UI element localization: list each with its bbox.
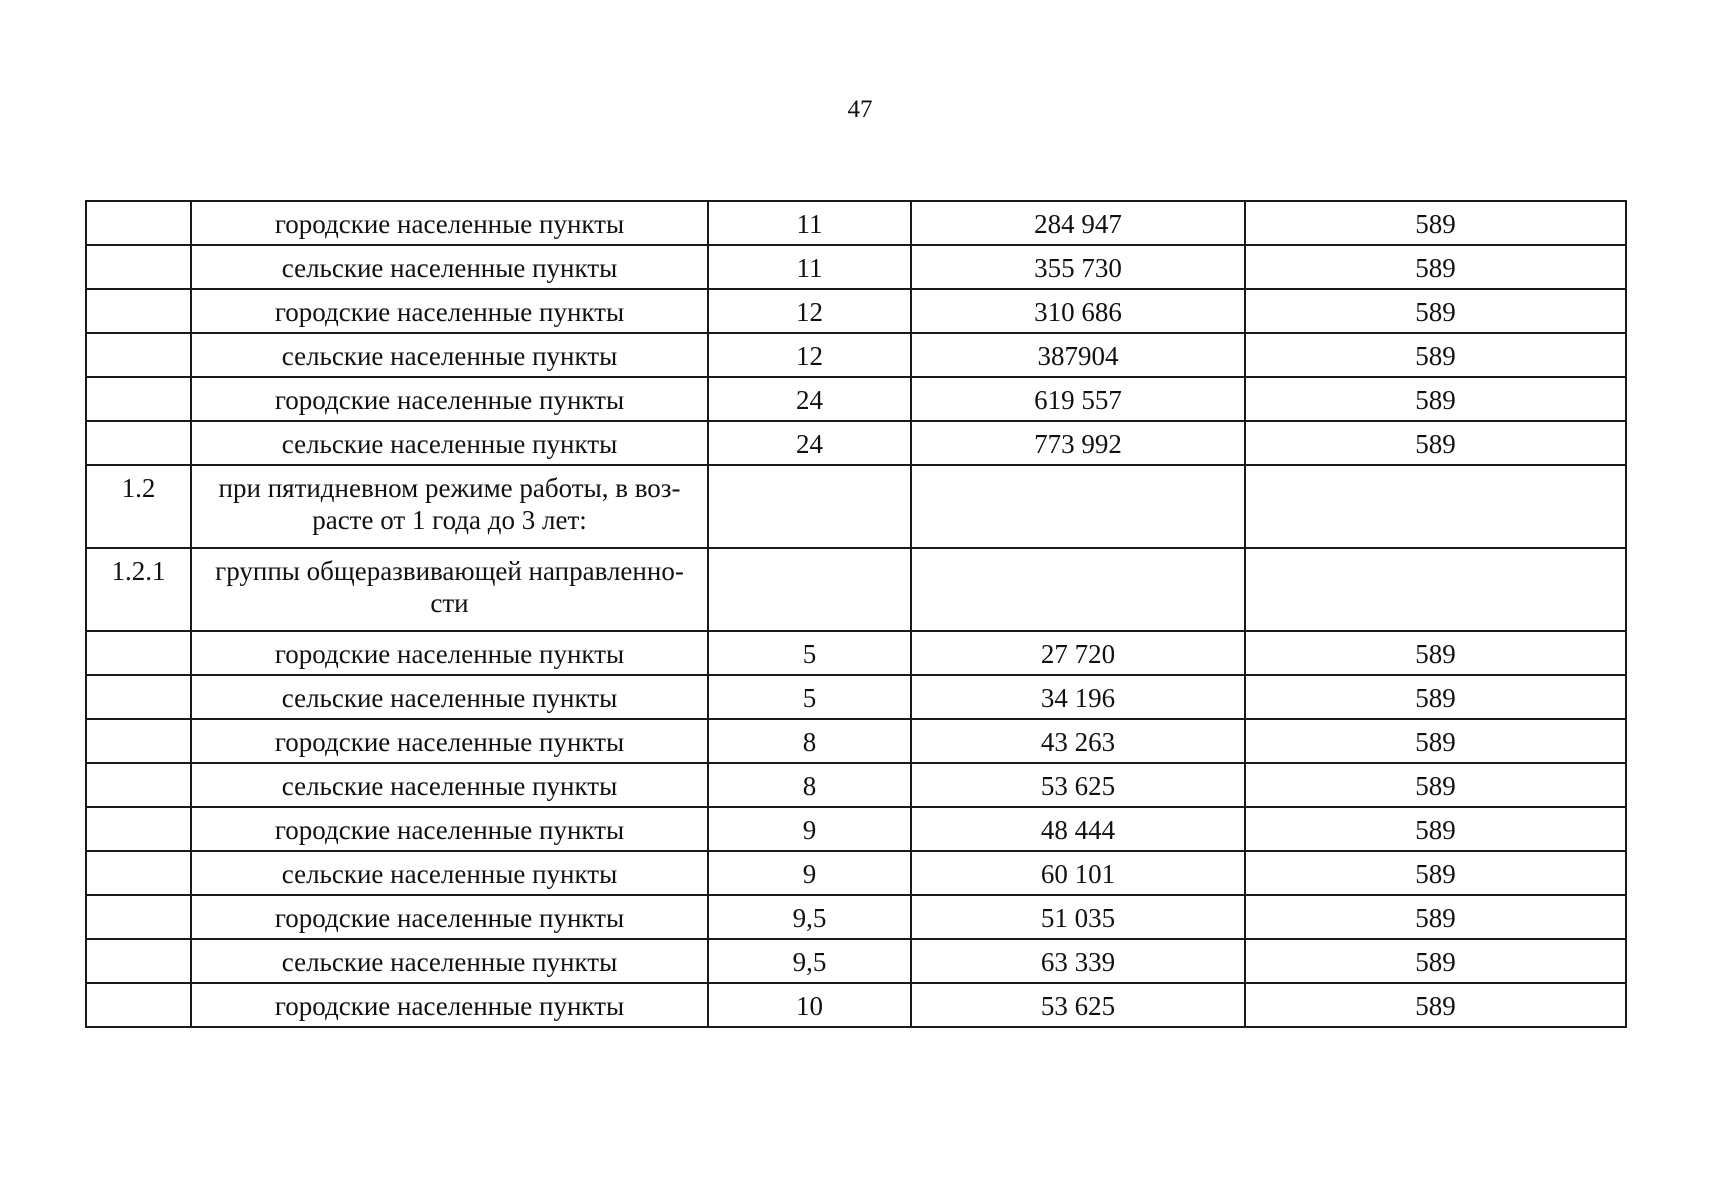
table-row-section xyxy=(86,465,1626,548)
row-code: 1.2 xyxy=(86,465,191,548)
row-price: 589 xyxy=(1245,675,1626,719)
row-cost: 310 686 xyxy=(911,289,1245,333)
row-cost: 34 196 xyxy=(911,675,1245,719)
row-hours: 10 xyxy=(708,983,911,1027)
row-hours: 9,5 xyxy=(708,895,911,939)
row-code xyxy=(86,631,191,675)
row-description: городские населенные пункты xyxy=(191,289,708,333)
row-hours xyxy=(708,548,911,631)
row-code xyxy=(86,983,191,1027)
row-code xyxy=(86,763,191,807)
row-price xyxy=(1245,465,1626,548)
row-code xyxy=(86,807,191,851)
row-hours: 11 xyxy=(708,245,911,289)
row-code xyxy=(86,939,191,983)
row-price xyxy=(1245,548,1626,631)
row-hours: 12 xyxy=(708,289,911,333)
table-row xyxy=(86,289,1626,333)
row-hours: 9 xyxy=(708,807,911,851)
row-price: 589 xyxy=(1245,895,1626,939)
row-cost: 27 720 xyxy=(911,631,1245,675)
row-cost xyxy=(911,548,1245,631)
row-price: 589 xyxy=(1245,421,1626,465)
row-description: сельские населенные пункты xyxy=(191,851,708,895)
row-code: 1.2.1 xyxy=(86,548,191,631)
row-code xyxy=(86,675,191,719)
row-hours: 24 xyxy=(708,377,911,421)
row-description: при пятидневном режиме работы, в воз-раcте от 1 года до 3 лет: xyxy=(191,465,708,548)
row-description: сельские населенные пункты xyxy=(191,939,708,983)
row-code xyxy=(86,245,191,289)
row-cost: 53 625 xyxy=(911,763,1245,807)
row-hours: 24 xyxy=(708,421,911,465)
page-number: 47 xyxy=(847,96,873,123)
row-cost: 60 101 xyxy=(911,851,1245,895)
row-cost: 284 947 xyxy=(911,201,1245,245)
row-hours: 12 xyxy=(708,333,911,377)
row-hours: 8 xyxy=(708,763,911,807)
row-description: сельские населенные пункты xyxy=(191,245,708,289)
row-cost: 355 730 xyxy=(911,245,1245,289)
row-code xyxy=(86,289,191,333)
table-row xyxy=(86,895,1626,939)
row-price: 589 xyxy=(1245,983,1626,1027)
row-price: 589 xyxy=(1245,289,1626,333)
table-row-section xyxy=(86,548,1626,631)
table-row xyxy=(86,763,1626,807)
row-description: сельские населенные пункты xyxy=(191,763,708,807)
row-description: сельские населенные пункты xyxy=(191,675,708,719)
row-price: 589 xyxy=(1245,719,1626,763)
row-code xyxy=(86,377,191,421)
row-price: 589 xyxy=(1245,201,1626,245)
row-hours: 5 xyxy=(708,631,911,675)
row-cost xyxy=(911,465,1245,548)
row-hours: 8 xyxy=(708,719,911,763)
row-cost: 53 625 xyxy=(911,983,1245,1027)
row-code xyxy=(86,333,191,377)
row-price: 589 xyxy=(1245,245,1626,289)
row-code xyxy=(86,421,191,465)
row-description: сельские населенные пункты xyxy=(191,421,708,465)
row-cost: 63 339 xyxy=(911,939,1245,983)
row-code xyxy=(86,895,191,939)
row-description: городские населенные пункты xyxy=(191,895,708,939)
row-description: городские населенные пункты xyxy=(191,631,708,675)
table-row xyxy=(86,245,1626,289)
table-row xyxy=(86,719,1626,763)
row-price: 589 xyxy=(1245,377,1626,421)
table-row xyxy=(86,807,1626,851)
row-hours: 5 xyxy=(708,675,911,719)
row-hours: 9 xyxy=(708,851,911,895)
row-price: 589 xyxy=(1245,807,1626,851)
table-row xyxy=(86,377,1626,421)
table-row xyxy=(86,333,1626,377)
table-row xyxy=(86,939,1626,983)
row-description: городские населенные пункты xyxy=(191,719,708,763)
row-cost: 48 444 xyxy=(911,807,1245,851)
row-description: городские населенные пункты xyxy=(191,983,708,1027)
row-code xyxy=(86,851,191,895)
table-row xyxy=(86,631,1626,675)
row-cost: 773 992 xyxy=(911,421,1245,465)
table-row xyxy=(86,675,1626,719)
row-hours: 9,5 xyxy=(708,939,911,983)
row-price: 589 xyxy=(1245,631,1626,675)
row-price: 589 xyxy=(1245,763,1626,807)
row-cost: 387904 xyxy=(911,333,1245,377)
row-description: городские населенные пункты xyxy=(191,377,708,421)
row-description: группы общеразвивающей направленно-сти xyxy=(191,548,708,631)
table-row xyxy=(86,201,1626,245)
row-hours xyxy=(708,465,911,548)
table-row xyxy=(86,983,1626,1027)
row-description: сельские населенные пункты xyxy=(191,333,708,377)
row-cost: 43 263 xyxy=(911,719,1245,763)
row-hours: 11 xyxy=(708,201,911,245)
row-price: 589 xyxy=(1245,851,1626,895)
row-code xyxy=(86,719,191,763)
row-cost: 619 557 xyxy=(911,377,1245,421)
row-description: городские населенные пункты xyxy=(191,201,708,245)
row-code xyxy=(86,201,191,245)
row-price: 589 xyxy=(1245,939,1626,983)
row-description: городские населенные пункты xyxy=(191,807,708,851)
row-price: 589 xyxy=(1245,333,1626,377)
table-row xyxy=(86,851,1626,895)
table-row xyxy=(86,421,1626,465)
tariff-table xyxy=(85,200,1627,1028)
row-cost: 51 035 xyxy=(911,895,1245,939)
